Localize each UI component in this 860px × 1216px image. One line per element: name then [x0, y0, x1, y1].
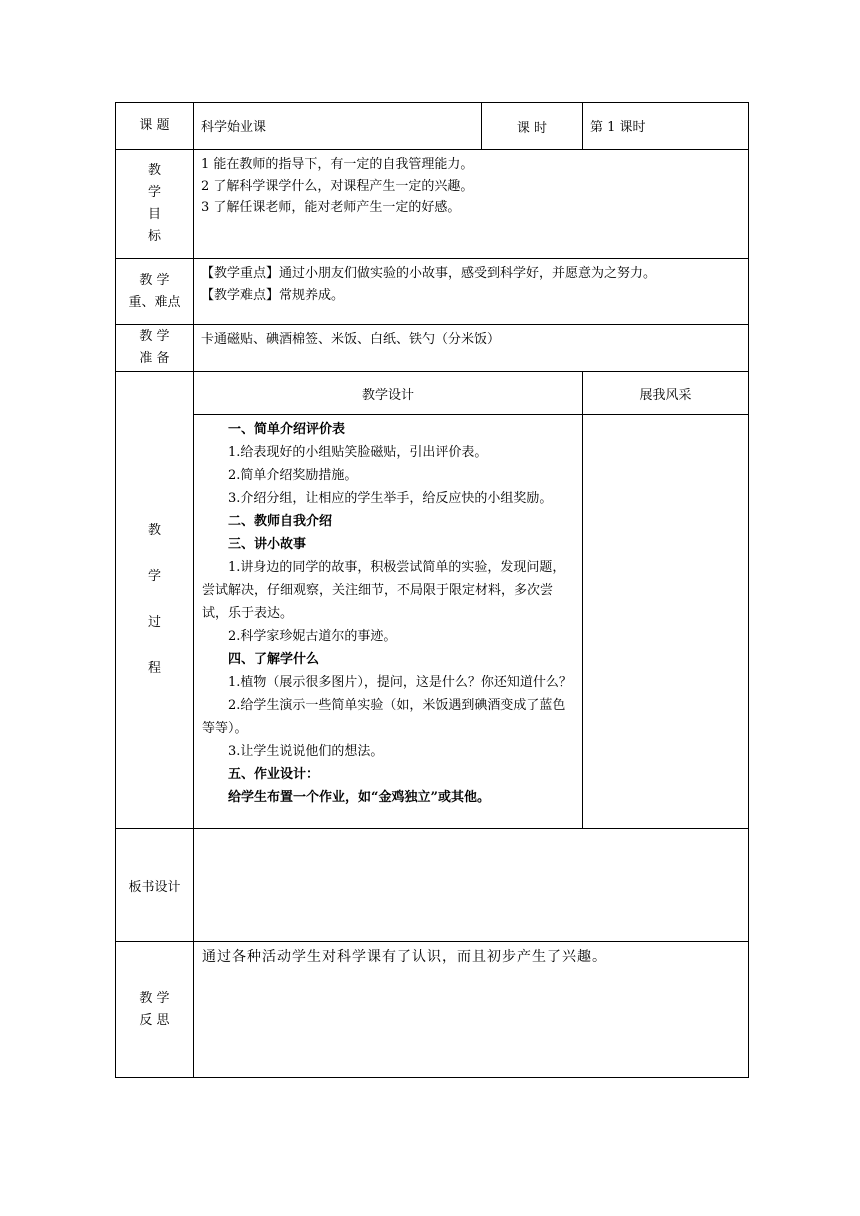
design-header: 教学设计: [194, 372, 583, 415]
design-line: 1.给表现好的小组贴笑脸磁贴，引出评价表。: [228, 445, 488, 460]
reflection-label: [116, 942, 194, 1078]
reflection-row: [116, 942, 749, 1078]
key-points-label-line: 重、难点: [128, 294, 181, 310]
board-content: [194, 829, 749, 942]
key-point-tag: 【教学重点】: [201, 266, 280, 281]
showcase-content: [583, 415, 749, 829]
key-points-row: [116, 259, 749, 325]
objectives-label-char: 目: [147, 207, 161, 222]
title-value: 科学始业课: [194, 103, 482, 150]
objectives-label-char: 标: [147, 229, 161, 244]
preparation-row: [116, 325, 749, 372]
title-row: [116, 103, 749, 150]
difficulty-tag: 【教学难点】: [201, 287, 280, 303]
design-line: 一、简单介绍评价表: [228, 422, 346, 437]
design-line: 五、作业设计：: [228, 767, 320, 782]
objective-item: 3 了解任课老师，能对老师产生一定的好感。: [201, 200, 461, 215]
key-points-label: [116, 259, 194, 325]
design-content: [194, 415, 583, 829]
objective-item: 2 了解科学课学什么，对课程产生一定的兴趣。: [201, 178, 474, 194]
reflection-label-line: 反 思: [139, 1012, 170, 1028]
process-body-row: [116, 415, 749, 829]
design-line: 1.讲身边的同学的故事，积极尝试简单的实验，发现问题，尝试解决，仔细观察，关注细节，不局限于限定材料，多次尝试，乐于表达。: [202, 560, 566, 621]
preparation-label: [116, 325, 194, 372]
period-value: 第 1 课时: [583, 103, 749, 150]
process-label-char: 学: [147, 569, 161, 584]
design-line: 三、讲小故事: [228, 537, 307, 552]
preparation-label-line: 准 备: [139, 351, 170, 366]
reflection-label-line: 教 学: [139, 990, 170, 1006]
lesson-plan-table: [115, 102, 749, 1078]
key-points-content: [194, 259, 749, 325]
design-line: 2.科学家珍妮古道尔的事迹。: [228, 629, 397, 644]
period-label: 课 时: [482, 103, 583, 150]
objectives-row: [116, 150, 749, 259]
key-points-label-line: 教 学: [139, 272, 170, 288]
objectives-label: [116, 150, 194, 259]
key-point-text: 通过小朋友们做实验的小故事，感受到科学好，并愿意为之努力。: [279, 266, 657, 281]
design-line: 1.植物（展示很多图片），提问，这是什么？你还知道什么？: [228, 675, 572, 690]
reflection-content: 通过各种活动学生对科学课有了认识，而且初步产生了兴趣。: [194, 942, 749, 1078]
objective-item: 1 能在教师的指导下，有一定的自我管理能力。: [201, 157, 474, 172]
design-line: 2.简单介绍奖励措施。: [228, 468, 358, 483]
objectives-label-char: 学: [147, 185, 161, 200]
key-point-line: [201, 263, 742, 285]
design-line: 3.介绍分组，让相应的学生举手，给反应快的小组奖励。: [228, 491, 553, 506]
preparation-label-line: 教 学: [139, 329, 170, 344]
difficulty-text: 常规养成。: [279, 287, 345, 303]
board-label: 板书设计: [116, 829, 194, 942]
showcase-header: 展我风采: [583, 372, 749, 415]
design-line: 给学生布置一个作业，如“金鸡独立”或其他。: [228, 790, 490, 805]
title-label: 课 题: [116, 103, 194, 150]
objectives-content: [194, 150, 749, 259]
board-row: [116, 829, 749, 942]
process-header-row: [116, 372, 749, 415]
objectives-label-char: 教: [147, 163, 161, 178]
design-line: 二、教师自我介绍: [228, 514, 333, 529]
difficulty-line: [201, 285, 742, 307]
process-label-char: 过: [147, 615, 161, 630]
process-label-char: 程: [147, 661, 161, 676]
preparation-content: 卡通磁贴、碘酒棉签、米饭、白纸、铁勺（分米饭）: [194, 325, 749, 372]
design-line: 2.给学生演示一些简单实验（如，米饭遇到碘酒变成了蓝色等等）。: [202, 698, 566, 736]
design-line: 3.让学生说说他们的想法。: [228, 744, 384, 759]
process-label-char: 教: [147, 523, 161, 538]
process-label: [116, 372, 194, 829]
design-line: 四、了解学什么: [228, 652, 320, 667]
